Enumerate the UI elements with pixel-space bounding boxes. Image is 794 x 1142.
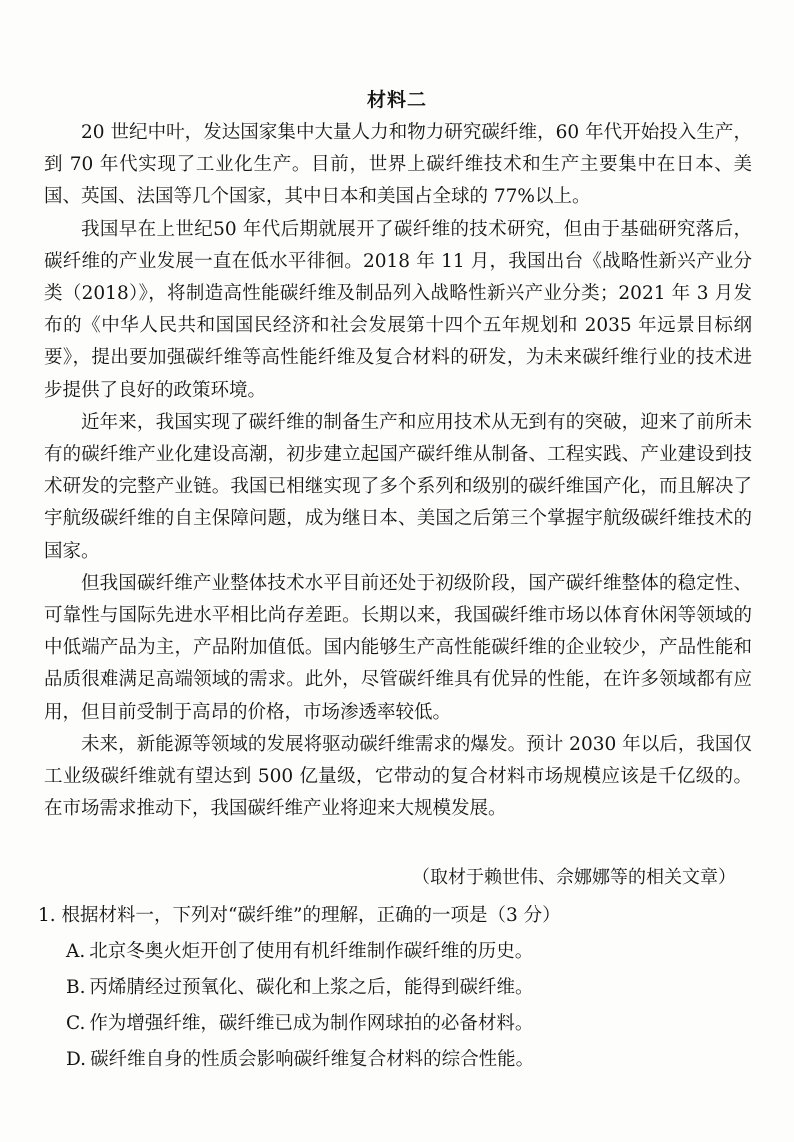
option-d — [66, 1042, 758, 1078]
option-text: 碳纤维自身的性质会影响碳纤维复合材料的综合性能。 — [90, 1049, 535, 1070]
option-letter: D. — [66, 1049, 87, 1070]
answer-options — [38, 934, 758, 1078]
paragraph: 近年来，我国实现了碳纤维的制备生产和应用技术从无到有的突破，迎来了前所未有的碳纤维产业化建设高潮，初步建立起国产碳纤维从制备、工程实践、产业建设到技术研发的完整产业链。我国已相继实现了多个系列和级别的碳纤维国产化，而且解决了宇航级碳纤维的自主保障问题，成为继日本、美国之后第三个掌握宇航级碳纤维技术的国家。 — [44, 411, 752, 562]
option-letter: C. — [66, 1013, 86, 1034]
material-body — [44, 117, 752, 825]
option-text: 丙烯腈经过预氧化、碳化和上浆之后，能得到碳纤维。 — [89, 977, 534, 998]
option-letter: B. — [66, 977, 86, 998]
option-c — [66, 1006, 758, 1042]
option-a — [66, 934, 758, 970]
paragraph: 20 世纪中叶，发达国家集中大量人力和物力研究碳纤维，60 年代开始投入生产，到 70 年代实现了工业化生产。目前，世界上碳纤维技术和生产主要集中在日本、美国、英国、法国等几个国家，其中日本和美国占全球的 77%以上。 — [44, 122, 752, 208]
material-heading: 材料二 — [366, 89, 427, 111]
question-1 — [38, 900, 758, 1078]
paragraph: 但我国碳纤维产业整体技术水平目前还处于初级阶段，国产碳纤维整体的稳定性、可靠性与国际先进水平相比尚存差距。长期以来，我国碳纤维市场以体育休闲等领域的中低端产品为主，产品附加值低。国内能够生产高性能碳纤维的企业较少，产品性能和品质很难满足高端领域的需求。此外，尽管碳纤维具有优异的性能，在许多领域都有应用，但目前受制于高昂的价格，市场渗透率较低。 — [44, 572, 752, 723]
option-letter: A. — [66, 941, 86, 962]
option-text: 作为增强纤维，碳纤维已成为制作网球拍的必备材料。 — [89, 1013, 534, 1034]
question-stem: 1. 根据材料一，下列对“碳纤维”的理解，正确的一项是（3 分） — [38, 905, 561, 926]
option-text: 北京冬奥火炬开创了使用有机纤维制作碳纤维的历史。 — [89, 941, 534, 962]
option-b — [66, 970, 758, 1006]
paragraph: 未来，新能源等领域的发展将驱动碳纤维需求的爆发。预计 2030 年以后，我国仅工业级碳纤维就有望达到 500 亿量级，它带动的复合材料市场规模应该是千亿级的。在市场需求推动下，我国碳纤维产业将迎来大规模发展。 — [44, 733, 752, 820]
source-citation: （取材于赖世伟、佘娜娜等的相关文章） — [412, 867, 736, 888]
paragraph: 我国早在上世纪50 年代后期就展开了碳纤维的技术研究，但由于基础研究落后，碳纤维的产业发展一直在低水平徘徊。2018 年 11 月，我国出台《战略性新兴产业分类（2018）》，将制造高性能碳纤维及制品列入战略性新兴产业分类；2021 年 3 月发布的《中华人民共和国国民经济和社会发展第十四个五年规划和 2035 年远景目标纲要》，提出要加强碳纤维等高性能纤维及复合材料的研发，为未来碳纤维行业的技术进步提供了良好的政策环境。 — [44, 218, 752, 401]
